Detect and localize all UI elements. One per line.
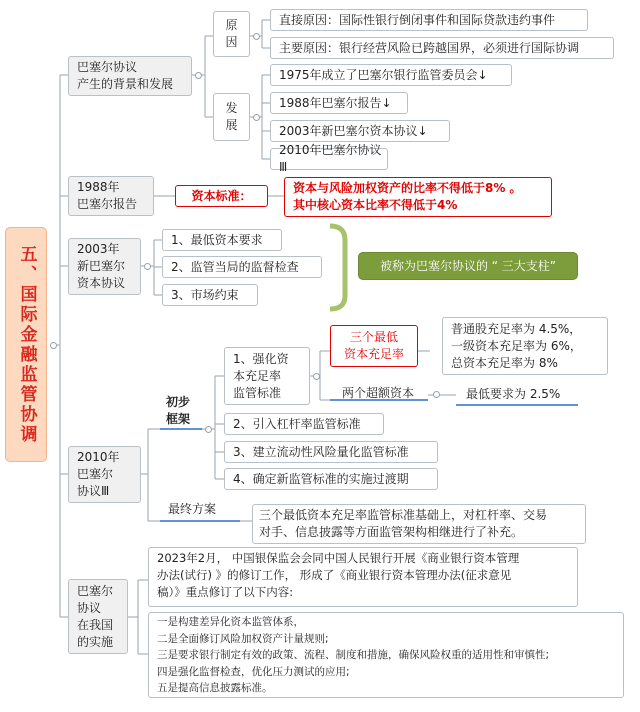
capital-buffer-label[interactable]: 两个超额资本 <box>342 386 415 400</box>
min-capital-ratio-label[interactable]: 三个最低 资本充足率 <box>330 325 418 367</box>
collapse-toggle[interactable] <box>144 263 151 270</box>
capital-standard-detail[interactable]: 资本与风险加权资产的比率不得低于8% 。 其中核心资本比率不得低于4% <box>284 177 552 217</box>
final-plan-label[interactable]: 最终方案 <box>168 502 217 516</box>
cause-label[interactable]: 原 因 <box>213 11 250 57</box>
cause-item-direct[interactable]: 直接原因：国际性银行倒闭事件和国际贷款违约事件 <box>270 9 588 31</box>
cause-item-main[interactable]: 主要原因：银行经营风险已跨越国界，必须进行国际协调 <box>270 37 614 59</box>
topic-basel-2003[interactable]: 2003年 新巴塞尔 资本协议 <box>68 238 141 295</box>
framework-item-leverage[interactable]: 2、引入杠杆率监管标准 <box>224 413 384 435</box>
collapse-toggle[interactable] <box>253 33 260 40</box>
china-implementation-intro[interactable]: 2023年2月， 中国银保监会会同中国人民银行开展《商业银行资本管理 办法(试行) 》的修订工作， 形成了《商业银行资本管理办法(征求意见 稿）》重点修订了以下内容: <box>148 547 578 607</box>
topic-basel-background[interactable]: 巴塞尔协议 产生的背景和发展 <box>68 56 192 96</box>
three-pillars-summary[interactable]: 被称为巴塞尔协议的 “ 三大支柱” <box>358 252 578 280</box>
collapse-toggle[interactable] <box>50 342 57 349</box>
topic-basel-1988[interactable]: 1988年 巴塞尔报告 <box>68 176 154 216</box>
development-item-2003[interactable]: 2003年新巴塞尔资本协议↓ <box>270 120 450 142</box>
root-title: 五、国际金融监管协调 <box>16 244 37 445</box>
pillar-item-3[interactable]: 3、市场约束 <box>162 284 258 306</box>
china-implementation-points[interactable]: 一是构建差异化资本监管体系， 二是全面修订风险加权资产计量规则; 三是要求银行制定有效的政策、流程、制度和措施，确保风险权重的适用性和审慎性; 四是强化监督检查，优化压力测试的应用; 五是提高信息披露标准。 <box>148 612 624 698</box>
development-item-2010[interactable]: 2010年巴塞尔协议Ⅲ <box>270 148 388 170</box>
topic-basel-2010[interactable]: 2010年 巴塞尔 协议Ⅲ <box>68 446 141 503</box>
framework-item-capital[interactable]: 1、强化资 本充足率 监管标准 <box>224 347 310 405</box>
development-item-1988[interactable]: 1988年巴塞尔报告↓ <box>270 92 408 114</box>
framework-item-transition[interactable]: 4、确定新监管标准的实施过渡期 <box>224 468 438 490</box>
collapse-toggle[interactable] <box>205 426 212 433</box>
collapse-toggle[interactable] <box>253 114 260 121</box>
collapse-toggle[interactable] <box>433 391 440 398</box>
pillar-item-1[interactable]: 1、最低资本要求 <box>162 229 282 251</box>
topic-basel-china[interactable]: 巴塞尔 协议 在我国 的实施 <box>68 579 128 654</box>
development-item-1975[interactable]: 1975年成立了巴塞尔银行监管委员会↓ <box>270 64 512 86</box>
collapse-toggle[interactable] <box>313 373 320 380</box>
capital-buffer-detail[interactable]: 最低要求为 2.5% <box>466 387 561 401</box>
framework-item-liquidity[interactable]: 3、建立流动性风险量化监管标准 <box>224 441 438 463</box>
pillar-item-2[interactable]: 2、监管当局的监督检查 <box>162 256 322 278</box>
initial-framework-label[interactable]: 初步 框架 <box>166 395 191 426</box>
collapse-toggle[interactable] <box>195 72 202 79</box>
final-plan-detail[interactable]: 三个最低资本充足率监管标准基础上，对杠杆率、交易 对手、信息披露等方面监管架构相继进行了补充。 <box>252 504 586 544</box>
pillars-bracket <box>330 226 345 309</box>
root-topic[interactable] <box>5 227 47 462</box>
capital-standard-label[interactable]: 资本标准： <box>175 185 268 207</box>
development-label[interactable]: 发 展 <box>213 93 250 141</box>
min-capital-ratio-detail[interactable]: 普通股充足率为 4.5%， 一级资本充足率为 6%， 总资本充足率为 8% <box>442 317 608 375</box>
